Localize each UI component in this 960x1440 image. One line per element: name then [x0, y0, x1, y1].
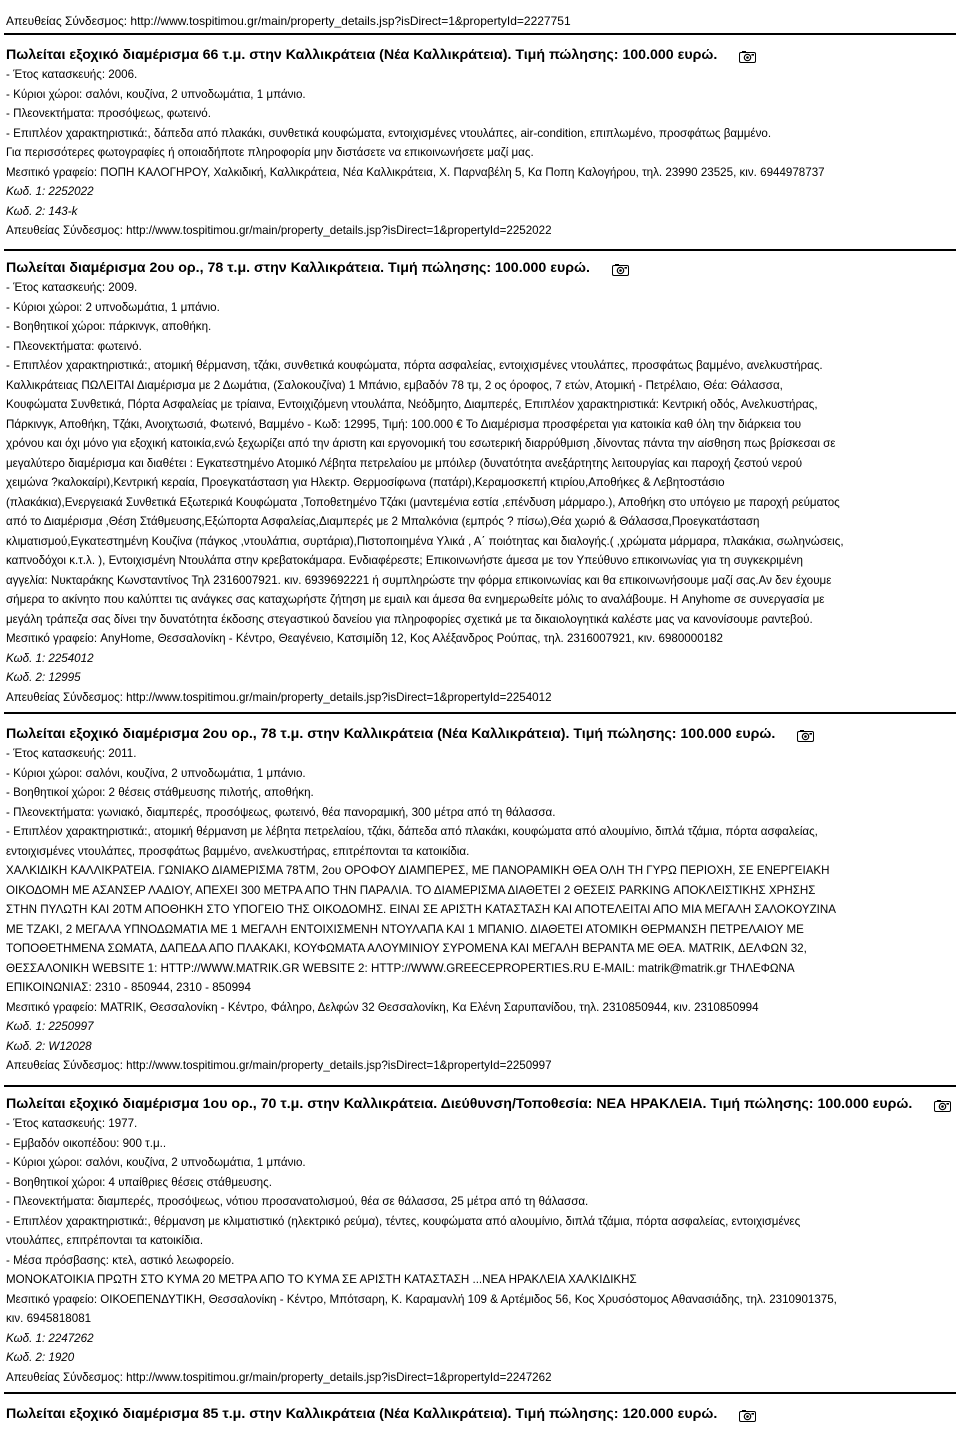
- description-line: χρόνου και όχι μόνο για εξοχική κατοικία,ενώ ξεχωρίζει από την άριστη και εργονομική του εσωτερική διαρρύθμιση ,δίνοντας πάντα την αίσθηση πως βρίσκεσαι σε: [6, 437, 836, 450]
- listing-line: - Επιπλέον χαρακτηριστικά:, δάπεδα από πλακάκι, συνθετικά κουφώματα, εντοιχισμένες ντουλάπες, air-condition, επιπλωμένο, προσφάτως βαμμένο.: [6, 126, 772, 140]
- listing-line: - Πλεονεκτήματα: διαμπερές, προσόψεως, νότιου προσανατολισμού, θέα σε θάλασσα, 25 μέτρα από τη θάλασσα.: [6, 1195, 589, 1208]
- code-1: Κωδ. 1: 2250997: [6, 1020, 94, 1033]
- listing-title[interactable]: [6, 723, 954, 745]
- listing-line: - Εμβαδόν οικοπέδου: 900 τ.μ..: [6, 1136, 167, 1150]
- listing-title[interactable]: [6, 44, 954, 66]
- listing-title[interactable]: [6, 1403, 954, 1425]
- direct-link[interactable]: Απευθείας Σύνδεσμος: http://www.tospitimou.gr/main/property_details.jsp?isDirect=1&propertyId=2247262: [6, 1370, 552, 1384]
- listing-line: - Βοηθητικοί χώροι: 2 θέσεις στάθμευσης πιλοτής, αποθήκη.: [6, 786, 314, 799]
- camera-icon[interactable]: [739, 48, 756, 60]
- listing-title[interactable]: [6, 257, 954, 279]
- listing-line: - Βοηθητικοί χώροι: 4 υπαίθριες θέσεις στάθμευσης.: [6, 1175, 272, 1189]
- listing-line: - Μέσα πρόσβασης: κτελ, αστικό λεωφορείο.: [6, 1253, 235, 1267]
- listing-line: Για περισσότερες φωτογραφίες ή οποιαδήποτε πληροφορία μην διστάσετε να επικοινωνήσετε μαζί μας.: [6, 146, 534, 159]
- listing-line: - Επιπλέον χαρακτηριστικά:, θέρμανση με κλιματιστικό (ηλεκτρικό ρεύμα), τέντες, κουφώματα από αλουμίνιο, διπλά τζάμια, πόρτα ασφαλείας, εντοιχισμένες: [6, 1214, 801, 1228]
- listing-line: - Έτος κατασκευής: 2006.: [6, 68, 138, 81]
- separator: [4, 1085, 956, 1087]
- description-line: (πλακάκια),Ενεργειακά Συνθετικά Εξωτερικά Κουφώματα ,Τοποθετημένο Τζάκι (μαντεμένια εστία ,επένδυση μάρμαρο.), Αποθήκη στο υπόγειο με παροχή ρεύματος: [6, 495, 840, 509]
- agency-line: Μεσιτικό γραφείο: ΠΟΠΗ ΚΑΛΟΓΗΡΟΥ, Χαλκιδική, Καλλικράτεια, Νέα Καλλικράτεια, Χ. Παρναβέλη 5, Κα Ποπη Καλογήρου, τηλ. 23990 23525, κιν. 6944978737: [6, 165, 825, 179]
- code-2: Κωδ. 2: 1920: [6, 1351, 75, 1364]
- description-line: ΧΑΛΚΙΔΙΚΗ ΚΑΛΛΙΚΡΑΤΕΙΑ. ΓΩΝΙΑΚΟ ΔΙΑΜΕΡΙΣΜΑ 78ΤΜ, 2ου ΟΡΟΦΟΥ ΔΙΑΜΠΕΡΕΣ, ΜΕ ΠΑΝΟΡΑΜΙΚΗ ΘΕΑ ΟΛΗ ΤΗ ΓΥΡΩ ΠΕΡΙΟΧΗ, ΣΕ ΕΝΕΡΓΕΙΑΚΗ: [6, 864, 830, 877]
- listing-line: ντουλάπες, επιτρέπονται τα κατοικίδια.: [6, 1234, 204, 1247]
- separator: [4, 1392, 956, 1394]
- agency-line: Μεσιτικό γραφείο: MATRIK, Θεσσαλονίκη - Κέντρο, Φάληρο, Δελφών 32 Θεσσαλονίκη, Κα Ελένη Σαρυπανίδου, τηλ. 2310850944, κιν. 2310850994: [6, 1000, 759, 1014]
- listing-title-text[interactable]: Πωλείται εξοχικό διαμέρισμα 1ου ορ., 70 τ.μ. στην Καλλικράτεια. Διεύθυνση/Τοποθεσία: ΝΕΑ ΗΡΑΚΛΕΙΑ. Τιμή πώλησης: 100.000 ευρώ.: [6, 1096, 913, 1112]
- direct-link[interactable]: Απευθείας Σύνδεσμος: http://www.tospitimou.gr/main/property_details.jsp?isDirect=1&propertyId=2254012: [6, 690, 552, 704]
- camera-icon[interactable]: [612, 261, 629, 273]
- listing-5: [6, 1403, 954, 1425]
- listing-line: - Επιπλέον χαρακτηριστικά:, ατομική θέρμανση με λέβητα πετρελαίου, τζάκι, δάπεδα από πλακάκι, κουφώματα από αλουμίνιο, διπλά τζάμια, πόρτα ασφαλείας,: [6, 825, 818, 838]
- description-line: ΘΕΣΣΑΛΟΝΙΚΗ WEBSITE 1: HTTP://WWW.MATRIK.GR WEBSITE 2: HTTP://WWW.GREECEPROPERTIES.RU E-MAIL: matrik@matrik.gr ΤΗΛΕΦΩΝΑ: [6, 961, 795, 975]
- description-line: ΕΠΙΚΟΙΝΩΝΙΑΣ: 2310 - 850944, 2310 - 850994: [6, 981, 251, 994]
- listing-line: - Βοηθητικοί χώροι: πάρκινγκ, αποθήκη.: [6, 320, 212, 333]
- code-2: Κωδ. 2: 12995: [6, 671, 81, 684]
- camera-icon[interactable]: [934, 1097, 951, 1109]
- camera-icon[interactable]: [797, 727, 814, 739]
- code-2: Κωδ. 2: W12028: [6, 1039, 92, 1053]
- code-2: Κωδ. 2: 143-k: [6, 204, 78, 218]
- listing-line: - Κύριοι χώροι: 2 υπνοδωμάτια, 1 μπάνιο.: [6, 300, 220, 314]
- description-line: μεγάλη τράπεζα σας δίνει την δυνατότητα έκδοσης στεγαστικού δανείου για πληροφορίες σχετικά με τα δικαιολογητικά καλέστε μας να κανονίσουμε ραντεβού.: [6, 612, 813, 626]
- listing-title-text[interactable]: Πωλείται εξοχικό διαμέρισμα 66 τ.μ. στην Καλλικράτεια (Νέα Καλλικράτεια). Τιμή πώλησης: 100.000 ευρώ.: [6, 47, 718, 63]
- camera-icon[interactable]: [739, 1407, 756, 1419]
- listing-title-text[interactable]: Πωλείται εξοχικό διαμέρισμα 85 τ.μ. στην Καλλικράτεια (Νέα Καλλικράτεια). Τιμή πώλησης: 120.000 ευρώ.: [6, 1406, 718, 1422]
- listing-line: - Επιπλέον χαρακτηριστικά:, ατομική θέρμανση, τζάκι, συνθετικά κουφώματα, πόρτα ασφαλείας, εντοιχισμένες ντουλάπες, προσφάτως βαμμένο, ανελκυστήρας.: [6, 359, 823, 372]
- listing-line: - Κύριοι χώροι: σαλόνι, κουζίνα, 2 υπνοδωμάτια, 1 μπάνιο.: [6, 1156, 306, 1169]
- listing-line: - Κύριοι χώροι: σαλόνι, κουζίνα, 2 υπνοδωμάτια, 1 μπάνιο.: [6, 766, 306, 780]
- agency-line: κιν. 6945818081: [6, 1312, 92, 1325]
- listing-line: - Κύριοι χώροι: σαλόνι, κουζίνα, 2 υπνοδωμάτια, 1 μπάνιο.: [6, 87, 306, 101]
- code-1: Κωδ. 1: 2252022: [6, 185, 94, 198]
- description-line: Πάρκινγκ, Αποθήκη, Τζάκι, Ανοιχτωσιά, Φωτεινό, Βαμμένο - Κωδ: 12995, Τιμή: 100.000 € Το Διαμέρισμα προσφέρεται για κατοικία καθ όλη την διάρκεια του: [6, 417, 802, 431]
- description-line: από το Διαμέρισμα ,Θέση Στάθμευσης,Εξώπορτα Ασφαλείας,Διαμπερές με 2 Μπαλκόνια (εμπρός ? πίσω),Θέα χωριό & Θάλασσα,Προεγκατάσταση: [6, 515, 760, 528]
- description-line: καπνοδόχοι κ.τ.λ. ), Εντοιχισμένη Ντουλάπα στην κρεβατοκάμαρα. Ενδιαφέρεστε; Επικοινωνήστε άμεσα με τον Υπεύθυνο επικοινωνίας για τη συγκεκριμένη: [6, 554, 803, 567]
- description-line: αγγελία: Νυκταράκης Κωνσταντίνος Τηλ 2316007921. κιν. 6939692221 ή συμπληρώστε την φόρμα επικοινωνίας και θα επικοινωνήσουμε μαζί σας.Αν δεν έχουμε: [6, 573, 832, 587]
- description-line: κλιματισμού,Εγκατεστημένη Κουζίνα (πάγκος ,ντουλάπια, συρτάρια),Πιστοποιημένα Υλικά , Α΄ ποιότητας και διαλογής.( ,χρώματα μάρμαρα, πλακάκια, σωληνώσεις,: [6, 534, 844, 548]
- code-1: Κωδ. 1: 2247262: [6, 1331, 94, 1345]
- listing-line: - Πλεονεκτήματα: γωνιακό, διαμπερές, προσόψεως, φωτεινό, θέα πανοραμική, 300 μέτρα από τη θάλασσα.: [6, 805, 556, 819]
- listing-title-text[interactable]: Πωλείται εξοχικό διαμέρισμα 2ου ορ., 78 τ.μ. στην Καλλικράτεια (Νέα Καλλικράτεια). Τιμή πώλησης: 100.000 ευρώ.: [6, 726, 776, 742]
- listing-title-text[interactable]: Πωλείται διαμέρισμα 2ου ορ., 78 τ.μ. στην Καλλικράτεια. Τιμή πώλησης: 100.000 ευρώ.: [6, 260, 590, 276]
- direct-link[interactable]: Απευθείας Σύνδεσμος: http://www.tospitimou.gr/main/property_details.jsp?isDirect=1&propertyId=2250997: [6, 1059, 552, 1072]
- listing-title[interactable]: [6, 1093, 954, 1115]
- separator: [4, 249, 956, 251]
- listing-line: - Έτος κατασκευής: 2011.: [6, 747, 137, 760]
- description-line: σήμερα το ακίνητο που καλύπτει τις ανάγκες σας καταχωρήστε ζήτηση με εμαιλ και άμεσα θα ενημερωθείτε μόλις το αναλάβουμε. Η Anyhome σε συνεργασία με: [6, 593, 825, 606]
- agency-line: Μεσιτικό γραφείο: AnyHome, Θεσσαλονίκη - Κέντρο, Θεαγένειο, Κατσιμίδη 12, Κος Αλέξανδρος Ρούπας, τηλ. 2316007921, κιν. 6980000182: [6, 632, 723, 645]
- separator: [4, 33, 956, 35]
- description-line: μεγαλύτερο διαμέρισμα και διαθέτει : Εγκατεστημένο Ατομικό Λέβητα πετρελαίου με μπόιλερ (δυνατότητα ανεξάρτητης λειτουργίας και παροχή ζεστού νερού: [6, 456, 803, 470]
- listing-2: [6, 257, 954, 707]
- description-line: ΟΙΚΟΔΟΜΗ ΜΕ ΑΣΑΝΣΕΡ ΛΑΔΙΟΥ, ΑΠΕΧΕΙ 300 ΜΕΤΡΑ ΑΠΟ ΤΗΝ ΠΑΡΑΛΙΑ. ΤΟ ΔΙΑΜΕΡΙΣΜΑ ΔΙΑΘΕΤΕΙ 2 ΘΕΣΕΙΣ PARKING ΑΠΟΚΛΕΙΣΤΙΚΗΣ ΧΡΗΣΗΣ: [6, 883, 816, 897]
- listing-line: - Έτος κατασκευής: 1977.: [6, 1117, 138, 1130]
- description-line: ΜΟΝΟΚΑΤΟΙΚΙΑ ΠΡΩΤΗ ΣΤΟ ΚΥΜΑ 20 ΜΕΤΡΑ ΑΠΟ ΤΟ ΚΥΜΑ ΣΕ ΑΡΙΣΤΗ ΚΑΤΑΣΤΑΣΗ ...ΝΕΑ ΗΡΑΚΛΕΙΑ ΧΑΛΚΙΔΙΚΗΣ: [6, 1273, 637, 1286]
- direct-link[interactable]: Απευθείας Σύνδεσμος: http://www.tospitimou.gr/main/property_details.jsp?isDirect=1&propertyId=2252022: [6, 224, 552, 237]
- listing-line: - Πλεονεκτήματα: προσόψεως, φωτεινό.: [6, 107, 211, 120]
- description-line: Καλλικράτειας ΠΩΛΕΙΤΑΙ Διαμέρισμα με 2 Δωμάτια, (Σαλοκουζίνα) 1 Μπάνιο, εμβαδόν 78 τμ, 2 ος όροφος, 7 ετών, Ατομική - Πετρέλαιο, Θέα: Θάλασσα,: [6, 378, 783, 392]
- code-1: Κωδ. 1: 2254012: [6, 651, 94, 665]
- description-line: ΤΟΠΟΘΕΤΗΜΕΝΑ ΣΩΜΑΤΑ, ΔΑΠΕΔΑ ΑΠΟ ΠΛΑΚΑΚΙ, ΚΟΥΦΩΜΑΤΑ ΑΛΟΥΜΙΝΙΟΥ ΣΥΡΟΜΕΝΑ ΚΑΙ ΜΕΓΑΛΗ ΒΕΡΑΝΤΑ ΜΕ ΘΕΑ. MATRIK, ΔΕΛΦΩΝ 32,: [6, 942, 807, 955]
- listing-line: - Πλεονεκτήματα: φωτεινό.: [6, 339, 142, 353]
- listing-line: - Έτος κατασκευής: 2009.: [6, 281, 138, 294]
- description-line: ΣΤΗΝ ΠΥΛΩΤΗ ΚΑΙ 20ΤΜ ΑΠΟΘΗΚΗ ΣΤΟ ΥΠΟΓΕΙΟ ΤΗΣ ΟΙΚΟΔΟΜΗΣ. ΕΙΝΑΙ ΣΕ ΑΡΙΣΤΗ ΚΑΤΑΣΤΑΣΗ ΚΑΙ ΑΠΟΤΕΛΕΙΤΑΙ ΑΠΟ ΜΙΑ ΜΕΓΑΛΗ ΣΑΛΟΚΟΥΖΙΝΑ: [6, 903, 836, 916]
- separator: [4, 712, 956, 714]
- listing-1: [6, 44, 954, 241]
- direct-link-top[interactable]: Απευθείας Σύνδεσμος: http://www.tospitimou.gr/main/property_details.jsp?isDirect=1&propertyId=2227751: [6, 14, 571, 28]
- description-line: Κουφώματα Συνθετικά, Πόρτα Ασφαλείας με τρίαινα, Εντοιχιζόμενη ντουλάπα, Νεόδμητο, Διαμπερές, Επιπλέον χαρακτηριστικά: Κεντρική οδός, Ανελκυστήρας,: [6, 398, 818, 411]
- description-line: ΜΕ ΤΖΑΚΙ, 2 ΜΕΓΑΛΑ ΥΠΝΟΔΩΜΑΤΙΑ ΜΕ 1 ΜΕΓΑΛΗ ΕΝΤΟΙΧΙΣΜΕΝΗ ΝΤΟΥΛΑΠΑ ΚΑΙ 1 ΜΠΑΝΙΟ. ΔΙΑΘΕΤΕΙ ΑΤΟΜΙΚΗ ΘΕΡΜΑΝΣΗ ΠΕΤΡΕΛΑΙΟΥ ΜΕ: [6, 922, 804, 936]
- listing-4: [6, 1093, 954, 1387]
- listing-line: εντοιχισμένες ντουλάπες, προσφάτως βαμμένο, ανελκυστήρας, επιτρέπονται τα κατοικίδια.: [6, 844, 470, 858]
- description-line: χειμώνα ?καλοκαίρι),Κεντρική κεραία, Προεγκατάσταση για Ηλεκτρ. Θερμοσίφωνα (πατάρι),Κεραμοσκεπή κτιρίου,Αποθήκες & Λεβητοστάσιο: [6, 476, 725, 489]
- listing-3: [6, 723, 954, 1076]
- agency-line: Μεσιτικό γραφείο: ΟΙΚΟΕΠΕΝΔΥΤΙΚΗ, Θεσσαλονίκη - Κέντρο, Μπότσαρη, Κ. Καραμανλή 109 & Αρτέμιδος 56, Κος Χρυσόστομος Αθανασιάδης, τηλ. 2310901375,: [6, 1292, 837, 1306]
